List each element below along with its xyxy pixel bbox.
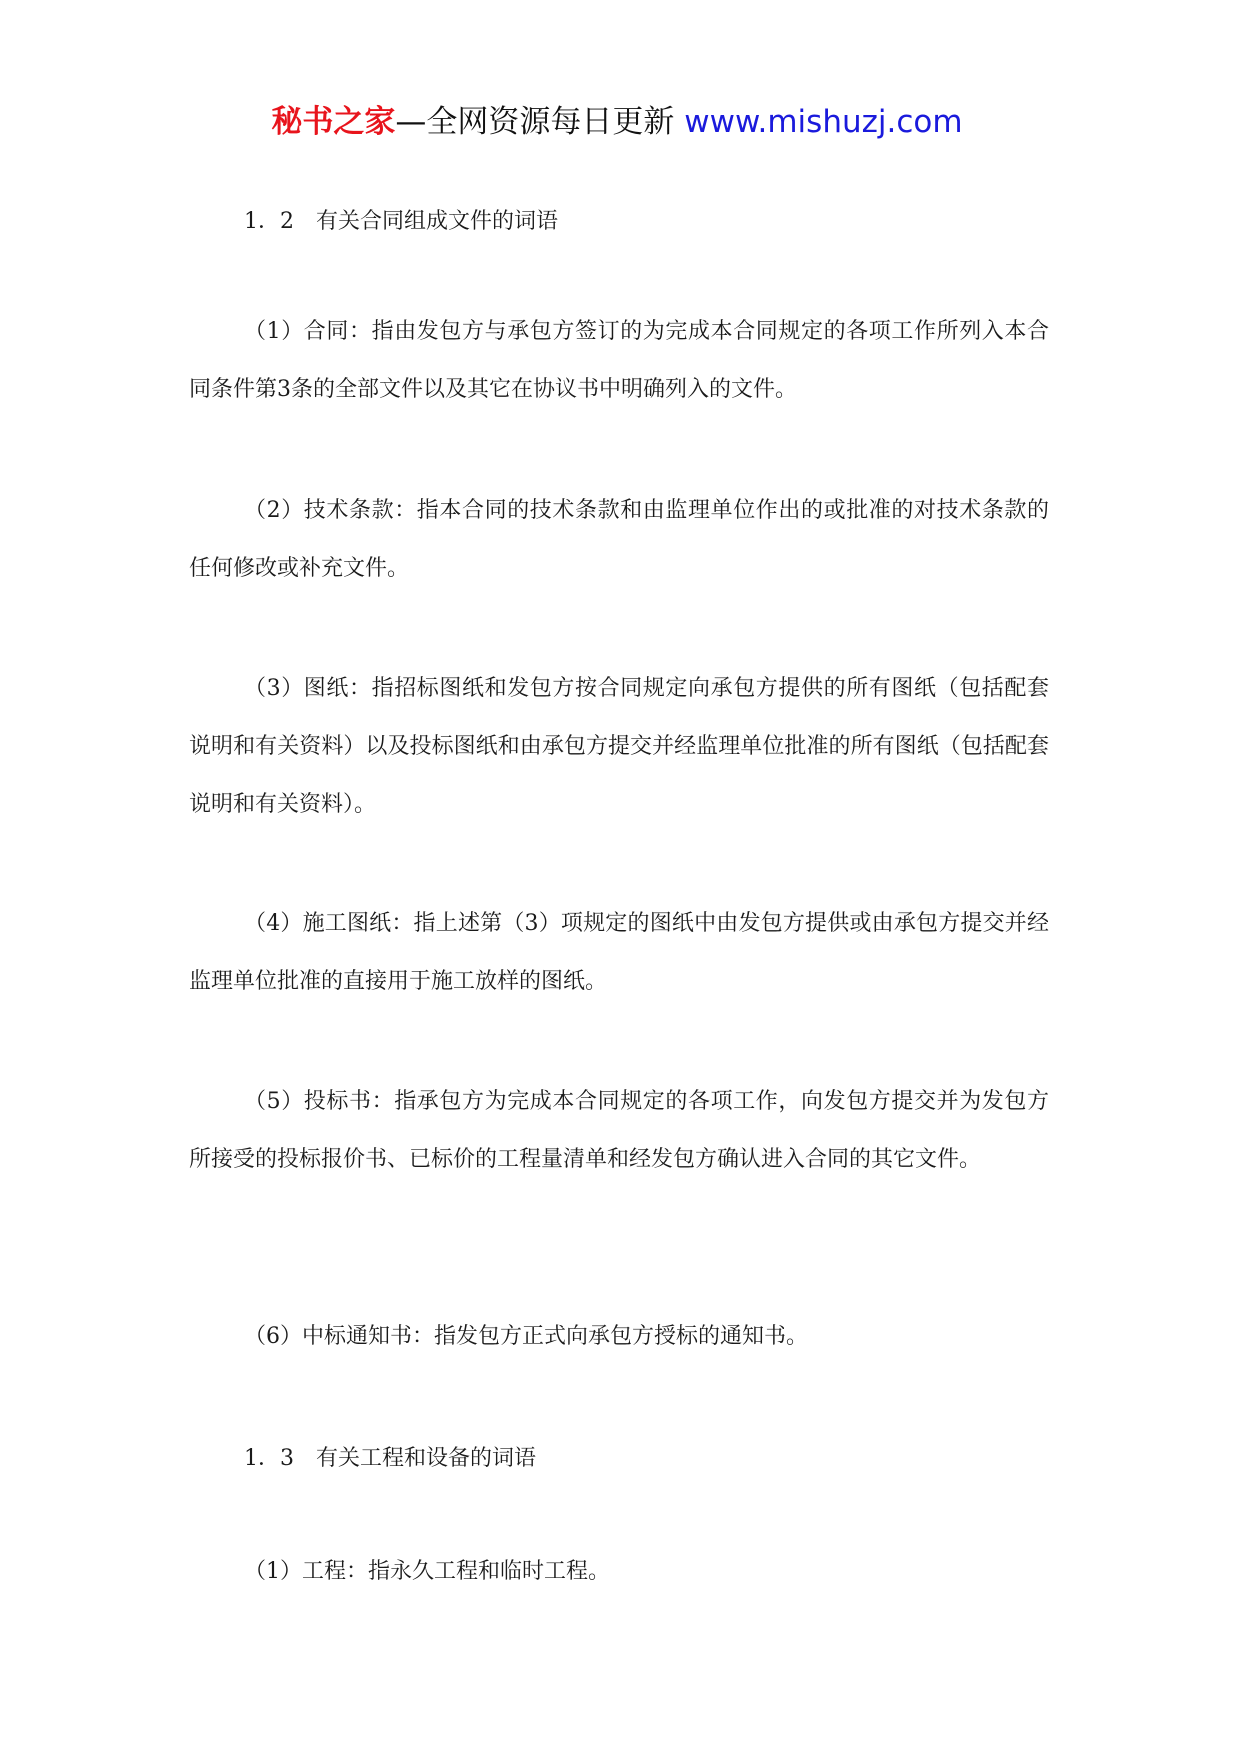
paragraph-award-notice: （6）中标通知书：指发包方正式向承包方授标的通知书。 — [244, 1324, 808, 1349]
banner-url-link[interactable]: www.mishuzj.com — [684, 104, 963, 140]
banner-tagline: —全网资源每日更新 — [395, 104, 675, 140]
paragraph-works: （1）工程：指永久工程和临时工程。 — [244, 1559, 610, 1584]
paragraph-construction-drawings: （4）施工图纸：指上述第（3）项规定的图纸中由发包方提供或由承包方提交并经监理单位批准的直接用于施工放样的图纸。 — [189, 911, 1049, 994]
site-banner — [0, 100, 1234, 144]
paragraph-technical-terms: （2）技术条款：指本合同的技术条款和由监理单位作出的或批准的对技术条款的任何修改或补充文件。 — [189, 498, 1049, 581]
paragraph-tender: （5）投标书：指承包方为完成本合同规定的各项工作，向发包方提交并为发包方所接受的投标报价书、已标价的工程量清单和经发包方确认进入合同的其它文件。 — [189, 1089, 1049, 1172]
paragraph-contract: （1）合同：指由发包方与承包方签订的为完成本合同规定的各项工作所列入本合同条件第3条的全部文件以及其它在协议书中明确列入的文件。 — [189, 319, 1049, 402]
section-heading-1-3: 1．3 有关工程和设备的词语 — [244, 1446, 536, 1471]
banner-brand: 秘书之家 — [271, 104, 396, 140]
section-heading-1-2: 1．2 有关合同组成文件的词语 — [244, 209, 558, 234]
paragraph-drawings: （3）图纸：指招标图纸和发包方按合同规定向承包方提供的所有图纸（包括配套说明和有关资料）以及投标图纸和由承包方提交并经监理单位批准的所有图纸（包括配套说明和有关资料）。 — [189, 676, 1049, 817]
